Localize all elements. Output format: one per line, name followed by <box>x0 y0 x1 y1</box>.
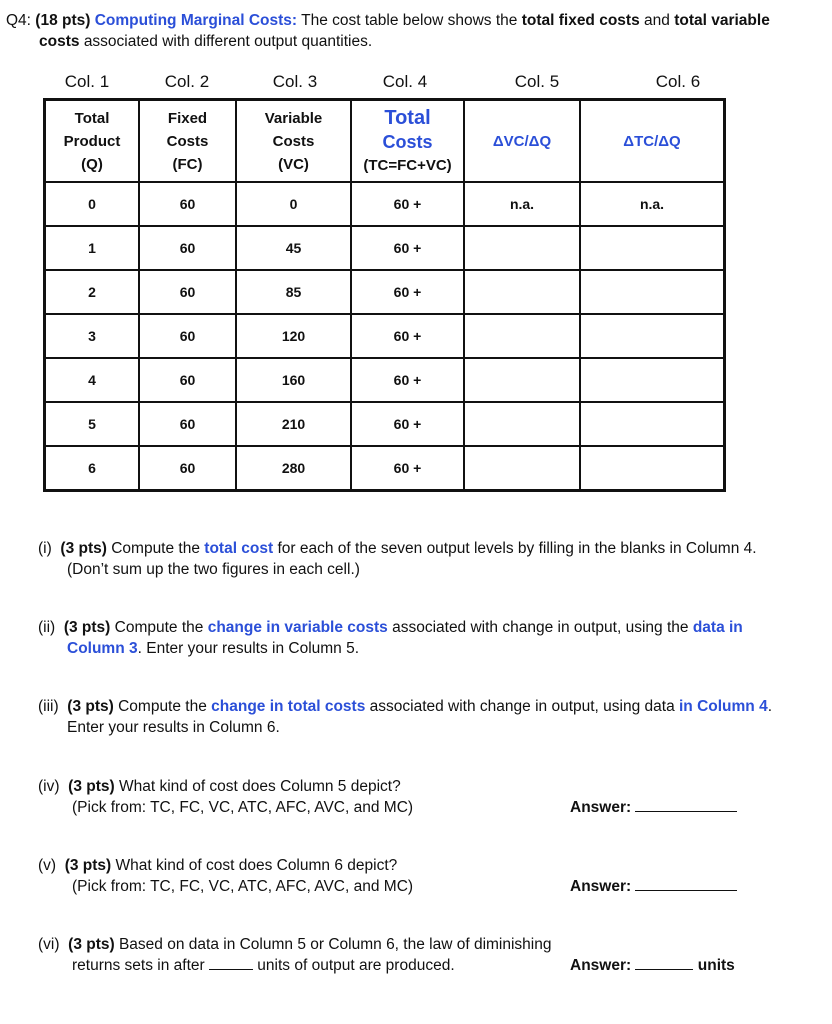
cell-fc: 60 <box>139 402 236 446</box>
q-pts: (3 pts) <box>68 936 115 953</box>
table-header-row <box>45 100 725 183</box>
header-total-costs <box>351 100 464 183</box>
header-line: (VC) <box>278 155 309 173</box>
cell-delta-tc[interactable] <box>580 402 725 446</box>
question-ii <box>38 617 808 659</box>
header-bold-fixed: total fixed costs <box>521 12 640 29</box>
cell-vc: 160 <box>236 358 351 402</box>
cell-q: 0 <box>45 182 140 226</box>
cell-q: 5 <box>45 402 140 446</box>
cell-tc[interactable]: 60 + <box>351 402 464 446</box>
col-label-6: Col. 6 <box>655 72 701 91</box>
question-i <box>38 538 808 580</box>
header-line: Total <box>384 107 431 129</box>
q-label: (iii) <box>38 698 59 715</box>
col-label-5: Col. 5 <box>514 72 560 91</box>
cell-vc: 210 <box>236 402 351 446</box>
cell-vc: 280 <box>236 446 351 491</box>
cell-vc: 120 <box>236 314 351 358</box>
q-line2 <box>38 955 578 976</box>
q-text: Compute the <box>114 619 204 636</box>
question-number: Q4: <box>6 12 31 29</box>
answer-blank[interactable] <box>635 797 737 812</box>
cell-delta-vc: n.a. <box>464 182 580 226</box>
header-line: Total <box>74 109 110 127</box>
cell-delta-vc[interactable] <box>464 446 580 491</box>
q-line2: (Pick from: TC, FC, VC, ATC, AFC, AVC, and MC) <box>72 799 414 816</box>
q-text: associated with change in output, using data <box>369 698 675 715</box>
q-text: What kind of cost does Column 5 depict? <box>118 778 401 795</box>
answer-label: Answer: <box>570 799 632 816</box>
table-row <box>45 402 725 446</box>
q-label: (iv) <box>38 778 60 795</box>
question-points: (18 pts) <box>35 12 91 29</box>
q-text: . Enter your results in Column 5. <box>137 640 360 657</box>
units-blank[interactable] <box>209 955 253 970</box>
col-label-3: Col. 3 <box>272 72 318 91</box>
cell-vc: 85 <box>236 270 351 314</box>
q-text: for each of the seven output levels by filling in the blanks in Column 4. <box>277 540 757 557</box>
cell-fc: 60 <box>139 270 236 314</box>
q-label: (i) <box>38 540 52 557</box>
q-text: returns sets in after <box>72 957 205 974</box>
cell-tc[interactable]: 60 + <box>351 270 464 314</box>
q-line2 <box>38 638 808 659</box>
q-text: Compute the <box>118 698 207 715</box>
cell-q: 1 <box>45 226 140 270</box>
cell-tc[interactable]: 60 + <box>351 226 464 270</box>
answer-v <box>570 876 737 896</box>
col-label-2: Col. 2 <box>164 72 210 91</box>
q-label: (vi) <box>38 936 60 953</box>
table-row <box>45 226 725 270</box>
header-text: The cost table below shows the <box>301 12 518 29</box>
q-pts: (3 pts) <box>68 778 115 795</box>
header-line2 <box>6 31 806 52</box>
cell-q: 4 <box>45 358 140 402</box>
header-line: (FC) <box>172 155 203 173</box>
cell-fc: 60 <box>139 314 236 358</box>
q-highlight: in Column 4 <box>679 698 768 715</box>
cell-fc: 60 <box>139 226 236 270</box>
header-delta-tc: ΔTC/ΔQ <box>580 100 725 183</box>
q-text: . <box>767 698 773 715</box>
cell-fc: 60 <box>139 358 236 402</box>
header-bold-variable: total variable <box>674 12 770 29</box>
cell-q: 2 <box>45 270 140 314</box>
cell-delta-tc[interactable] <box>580 226 725 270</box>
cell-delta-vc[interactable] <box>464 314 580 358</box>
question-topic: Computing Marginal Costs: <box>94 12 298 29</box>
cell-delta-vc[interactable] <box>464 358 580 402</box>
question-v <box>38 855 558 897</box>
header-line: (TC=FC+VC) <box>363 157 452 174</box>
q-highlight: change in variable costs <box>207 619 388 636</box>
header-variable-costs <box>236 100 351 183</box>
q-line2: (Pick from: TC, FC, VC, ATC, AFC, AVC, and MC) <box>72 878 414 895</box>
cost-table <box>43 98 726 492</box>
header-line: Fixed <box>167 109 208 127</box>
answer-label: Answer: <box>570 957 632 974</box>
table-row <box>45 314 725 358</box>
q-text: What kind of cost does Column 6 depict? <box>115 857 398 874</box>
question-iii <box>38 696 808 738</box>
cell-vc: 45 <box>236 226 351 270</box>
q-pts: (3 pts) <box>64 857 112 874</box>
header-text-and: and <box>644 12 670 29</box>
header-line: (Q) <box>81 155 103 173</box>
header-line: Product <box>63 132 121 150</box>
q-pts: (3 pts) <box>60 540 107 557</box>
cell-q: 6 <box>45 446 140 491</box>
table-row <box>45 270 725 314</box>
cell-tc[interactable]: 60 + <box>351 446 464 491</box>
cell-fc: 60 <box>139 446 236 491</box>
cell-fc: 60 <box>139 182 236 226</box>
cell-tc[interactable]: 60 + <box>351 314 464 358</box>
answer-units: units <box>697 957 735 974</box>
header-bold-costs: costs <box>39 33 80 50</box>
q-text: Compute the <box>111 540 200 557</box>
q-line2: (Don’t sum up the two figures in each cell.) <box>67 561 360 578</box>
cell-delta-vc[interactable] <box>464 226 580 270</box>
cell-delta-vc[interactable] <box>464 402 580 446</box>
cell-delta-tc: n.a. <box>580 182 725 226</box>
q-label: (ii) <box>38 619 56 636</box>
q-text: associated with change in output, using the <box>392 619 689 636</box>
q-highlight: data in <box>692 619 743 636</box>
answer-iv <box>570 797 737 817</box>
q-line2: Enter your results in Column 6. <box>67 719 280 736</box>
q-pts: (3 pts) <box>63 619 111 636</box>
header-delta-vc: ΔVC/ΔQ <box>464 100 580 183</box>
question-header <box>6 10 806 52</box>
cell-q: 3 <box>45 314 140 358</box>
header-line: Costs <box>382 132 433 152</box>
table-row <box>45 182 725 226</box>
question-iv <box>38 776 558 818</box>
cell-vc: 0 <box>236 182 351 226</box>
cell-delta-tc[interactable] <box>580 270 725 314</box>
cell-delta-vc[interactable] <box>464 270 580 314</box>
header-text-end: associated with different output quantities. <box>83 33 373 50</box>
answer-blank[interactable] <box>635 955 693 970</box>
answer-label: Answer: <box>570 878 632 895</box>
cell-tc[interactable]: 60 + <box>351 358 464 402</box>
q-highlight: change in total costs <box>211 698 366 715</box>
header-line: Variable <box>264 109 323 127</box>
cell-delta-tc[interactable] <box>580 446 725 491</box>
q-text: units of output are produced. <box>257 957 455 974</box>
answer-vi <box>570 955 735 975</box>
question-vi <box>38 934 578 976</box>
q-highlight: total cost <box>204 540 274 557</box>
table-row <box>45 358 725 402</box>
col-label-1: Col. 1 <box>64 72 110 91</box>
header-total-product <box>45 100 140 183</box>
table-row <box>45 446 725 491</box>
header-line: Costs <box>166 132 209 150</box>
cell-tc[interactable]: 60 + <box>351 182 464 226</box>
q-label: (v) <box>38 857 57 874</box>
q-pts: (3 pts) <box>67 698 114 715</box>
header-fixed-costs <box>139 100 236 183</box>
q-text: Based on data in Column 5 or Column 6, the law of diminishing <box>118 936 552 953</box>
q-highlight: Column 3 <box>67 640 138 657</box>
cell-delta-tc[interactable] <box>580 358 725 402</box>
answer-blank[interactable] <box>635 876 737 891</box>
header-line: Costs <box>272 132 315 150</box>
cell-delta-tc[interactable] <box>580 314 725 358</box>
col-label-4: Col. 4 <box>382 72 428 91</box>
